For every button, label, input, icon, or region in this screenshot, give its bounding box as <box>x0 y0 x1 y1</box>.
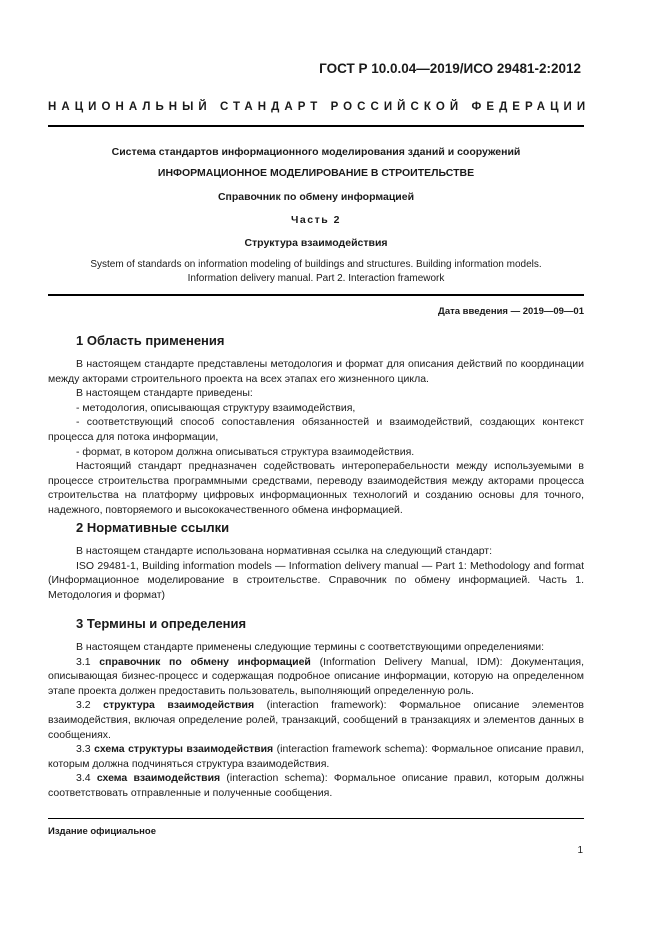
term-name: схема структуры взаимодействия <box>94 743 274 756</box>
term-number: 3.1 <box>76 655 91 668</box>
term-text: (interaction schema): Формальное описание правил, которым должны соответствовать отправленные и полученные сообщения. <box>48 772 584 799</box>
paragraph: ISO 29481-1, Building information models — Information delivery manual — Part 1: Methodology and format (Информационное моделирование в строительстве. Справочник по обмену информацией. Часть 1. Методология и формат) <box>48 559 584 601</box>
term-number: 3.3 <box>76 743 91 756</box>
term-definition <box>48 698 584 742</box>
english-title <box>48 258 584 286</box>
section-2-heading: 2 Нормативные ссылки <box>76 520 230 535</box>
page-number: 1 <box>577 845 583 856</box>
subtitle: Справочник по обмену информацией <box>217 191 415 203</box>
term-name: справочник по обмену информацией <box>99 655 311 668</box>
paragraph: Настоящий стандарт предназначен содействовать интероперабельности между используемыми в процессе строительства программными средствами, переводу взаимодействия между акторами процесса строительства на платформу цифровых информационных технологий и созданию основы для точного, надежного, повторяемого и высококачественного обмена информацией. <box>48 460 584 516</box>
term-definition <box>48 742 584 771</box>
paragraph: В настоящем стандарте применены следующие термины с соответствующими определениями: <box>76 641 545 653</box>
term-name: схема взаимодействия <box>96 772 221 785</box>
term-number: 3.2 <box>76 699 91 712</box>
part-label: Часть 2 <box>291 214 341 226</box>
national-standard-banner: НАЦИОНАЛЬНЫЙ СТАНДАРТ РОССИЙСКОЙ ФЕДЕРАЦИИ <box>48 101 591 113</box>
term-text: (interaction framework schema): Формальное описание правил, которым должна подчиняться структура взаимодействия. <box>48 743 584 770</box>
main-title: ИНФОРМАЦИОННОЕ МОДЕЛИРОВАНИЕ В СТРОИТЕЛЬСТВЕ <box>157 167 475 179</box>
list-item: - соответствующий способ сопоставления обязанностей и взаимодействий, создающих контекст процесса для потока информации, <box>48 416 584 443</box>
section-2-body <box>48 544 584 602</box>
top-divider <box>48 125 584 127</box>
section-1-body <box>48 357 584 518</box>
footer-divider <box>48 818 584 819</box>
term-definition <box>48 771 584 800</box>
english-title-line-1: System of standards on information modeling of buildings and structures. Building information models. <box>90 259 542 270</box>
term-name: структура взаимодействия <box>103 699 255 712</box>
list-item: - формат, в котором должна описываться структура взаимодействия. <box>76 445 415 458</box>
title-divider <box>48 294 584 296</box>
section-1-heading: 1 Область применения <box>76 333 225 348</box>
term-number: 3.4 <box>76 772 91 785</box>
english-title-line-2: Information delivery manual. Part 2. Interaction framework <box>187 273 445 284</box>
term-text: (Information Delivery Manual, IDM): Документация, описывающая бизнес-процесс и содержащая подробное описание информации, которую на определенном этапе проекта должен предоставить пользователь, выполняющий определенную роль. <box>48 655 585 697</box>
list-item: - методология, описывающая структуру взаимодействия, <box>76 401 356 414</box>
system-title: Система стандартов информационного моделирования зданий и сооружений <box>111 146 521 158</box>
paragraph: В настоящем стандарте использована нормативная ссылка на следующий стандарт: <box>76 545 493 557</box>
effective-date: Дата введения — 2019—09—01 <box>438 306 584 317</box>
document-code: ГОСТ Р 10.0.04—2019/ИСО 29481-2:2012 <box>319 61 581 76</box>
edition-label: Издание официальное <box>48 826 156 837</box>
part-title: Структура взаимодействия <box>244 237 388 249</box>
section-3-body <box>48 640 584 801</box>
term-text: (interaction framework): Формальное описание элементов взаимодействия, включая определение ролей, транзакций, сообщений в транзакциях и элементов данных в сообщениях. <box>48 699 585 741</box>
paragraph: В настоящем стандарте приведены: <box>76 387 253 400</box>
section-3-heading: 3 Термины и определения <box>76 616 247 631</box>
term-definition <box>48 655 584 699</box>
paragraph: В настоящем стандарте представлены методология и формат для описания действий по координации между акторами строительного проекта на всех этапах его жизненного цикла. <box>48 358 584 385</box>
